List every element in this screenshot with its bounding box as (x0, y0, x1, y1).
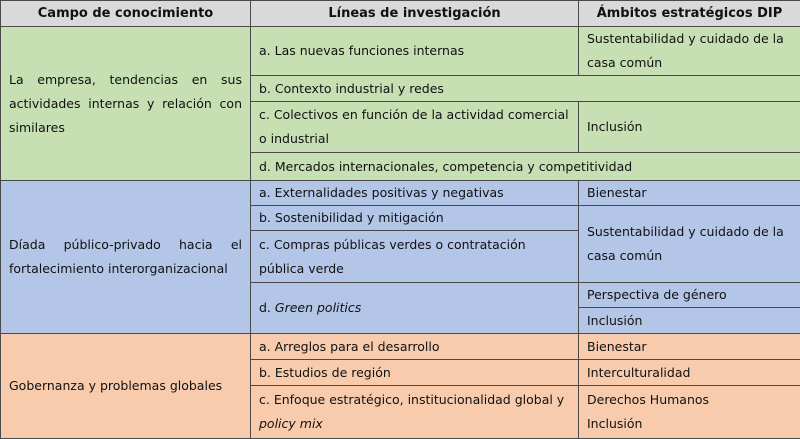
campo-cell: La empresa, tendencias en sus actividades internas y relación con similares (1, 27, 251, 181)
linea-cell: a. Externalidades positivas y negativas (251, 181, 579, 206)
ambito-cell (579, 386, 800, 439)
header-lineas: Líneas de investigación (251, 1, 579, 27)
linea-cell: d. Mercados internacionales, competencia y competitividad (251, 153, 800, 181)
campo-cell: Gobernanza y problemas globales (1, 334, 251, 439)
ambito-line: Inclusión (587, 416, 643, 431)
table-row (1, 27, 800, 76)
linea-cell (251, 283, 579, 334)
linea-italic: Green politics (274, 300, 362, 315)
ambito-cell: Sustentabilidad y cuidado de la casa común (579, 27, 800, 76)
ambito-cell: Perspectiva de género (579, 283, 800, 308)
ambito-cell: Inclusión (579, 102, 800, 153)
campo-cell: Díada público-privado hacia el fortalecimiento interorganizacional (1, 181, 251, 334)
linea-cell: a. Las nuevas funciones internas (251, 27, 579, 76)
ambito-cell: Interculturalidad (579, 360, 800, 386)
linea-italic: policy mix (259, 416, 323, 431)
table-row (1, 181, 800, 206)
linea-cell: a. Arreglos para el desarrollo (251, 334, 579, 360)
header-ambitos: Ámbitos estratégicos DIP (579, 1, 800, 27)
linea-cell: b. Contexto industrial y redes (251, 76, 800, 102)
linea-cell: b. Sostenibilidad y mitigación (251, 206, 579, 231)
header-row (1, 1, 800, 27)
ambito-cell: Bienestar (579, 334, 800, 360)
linea-cell (251, 386, 579, 439)
linea-cell: c. Compras públicas verdes o contratación pública verde (251, 231, 579, 283)
ambito-cell: Sustentabilidad y cuidado de la casa común (579, 206, 800, 283)
header-campo: Campo de conocimiento (1, 1, 251, 27)
linea-prefix: d. (259, 300, 275, 315)
ambito-line: Derechos Humanos (587, 392, 710, 407)
ambito-cell: Inclusión (579, 308, 800, 334)
ambito-cell: Bienestar (579, 181, 800, 206)
linea-cell: b. Estudios de región (251, 360, 579, 386)
table-row (1, 334, 800, 360)
linea-cell: c. Colectivos en función de la actividad comercial o industrial (251, 102, 579, 153)
linea-prefix: c. Enfoque estratégico, institucionalidad global y (259, 392, 565, 407)
